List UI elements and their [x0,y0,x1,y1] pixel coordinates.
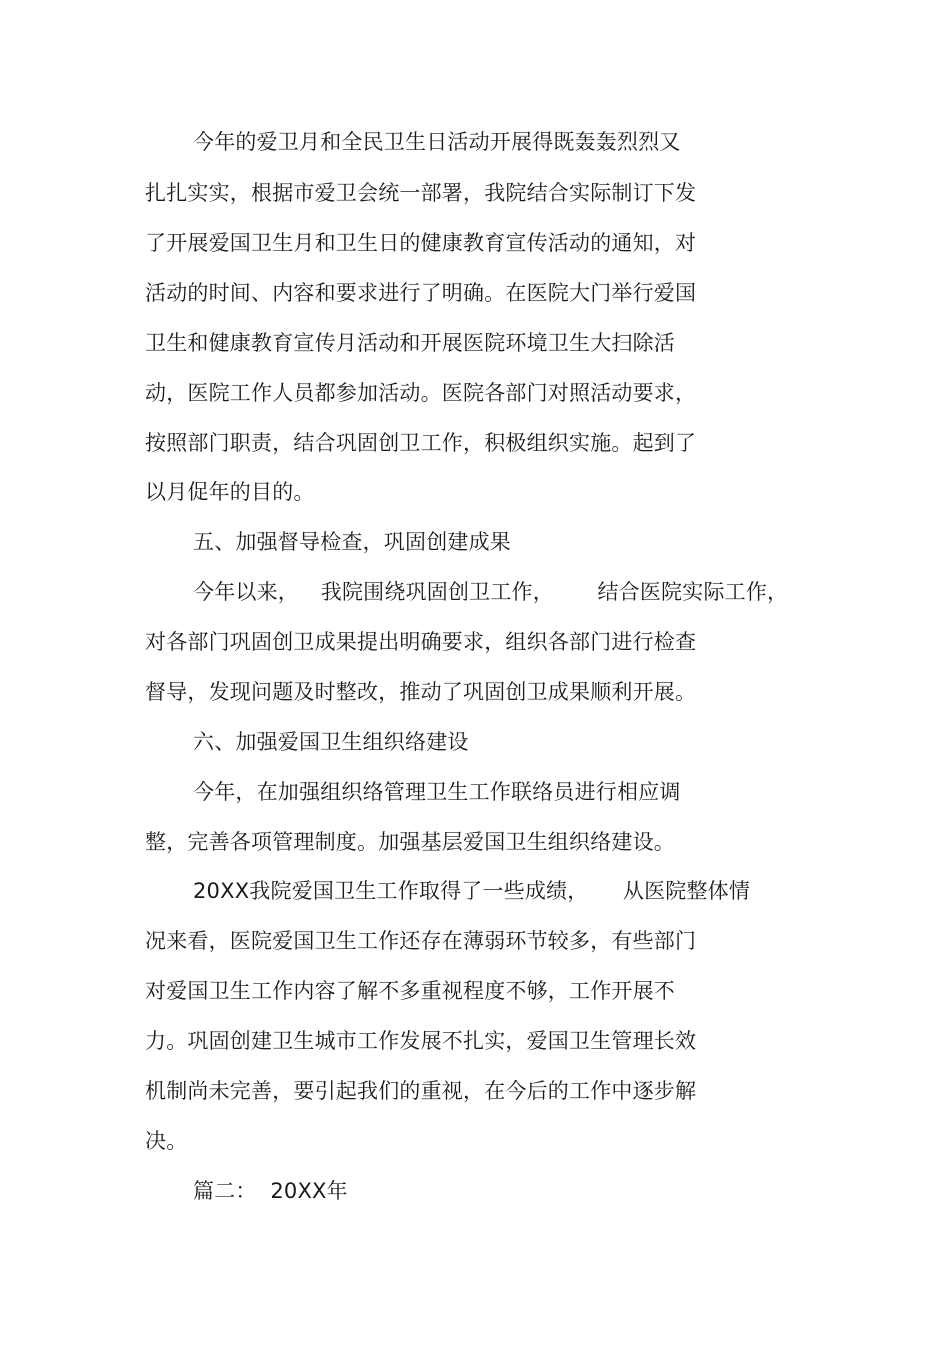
section-heading: 五、加强督导检查，巩固创建成果 [193,530,511,554]
text-line: 动，医院工作人员都参加活动。医院各部门对照活动要求， [145,381,697,405]
text-line: 整，完善各项管理制度。加强基层爱国卫生组织络建设。 [145,830,675,854]
text-line: 今年以来， 我院围绕巩固创卫工作， 结合医院实际工作， [193,580,789,604]
text-line: 今年，在加强组织络管理卫生工作联络员进行相应调 [193,780,681,804]
text-line: 按照部门职责，结合巩固创卫工作，积极组织实施。起到了 [145,431,697,455]
text-line: 机制尚未完善，要引起我们的重视，在今后的工作中逐步解 [145,1079,697,1103]
text-line: 对爱国卫生工作内容了解不多重视程度不够，工作开展不 [145,979,675,1003]
text-line: 20XX我院爱国卫生工作取得了一些成绩， 从医院整体情 [193,879,751,903]
section-heading: 六、加强爱国卫生组织络建设 [193,730,469,754]
section-heading: 篇二： 20XX年 [193,1179,348,1203]
text-line: 督导，发现问题及时整改，推动了巩固创卫成果顺利开展。 [145,680,697,704]
text-line: 对各部门巩固创卫成果提出明确要求，组织各部门进行检查 [145,630,697,654]
text-line: 力。巩固创建卫生城市工作发展不扎实，爱国卫生管理长效 [145,1029,697,1053]
text-line: 今年的爱卫月和全民卫生日活动开展得既轰轰烈烈又 [193,130,681,154]
text-line: 卫生和健康教育宣传月活动和开展医院环境卫生大扫除活 [145,331,675,355]
text-line: 以月促年的目的。 [145,480,315,504]
text-line: 况来看，医院爱国卫生工作还存在薄弱环节较多，有些部门 [145,929,697,953]
text-line: 扎扎实实，根据市爱卫会统一部署，我院结合实际制订下发 [145,181,697,205]
text-line: 决。 [145,1129,188,1153]
text-line: 了开展爱国卫生月和卫生日的健康教育宣传活动的通知，对 [145,231,697,255]
text-line: 活动的时间、内容和要求进行了明确。在医院大门举行爱国 [145,281,697,305]
